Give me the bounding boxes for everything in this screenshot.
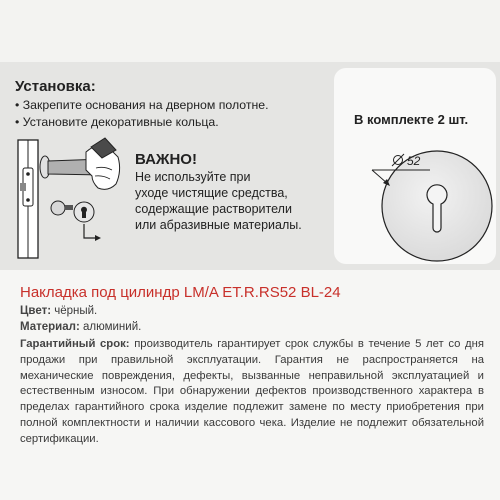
warranty-label: Гарантийный срок: — [20, 338, 130, 350]
diameter-value: 52 — [407, 154, 421, 168]
door-handle-cleaning-icon — [0, 130, 135, 265]
product-title: Накладка под цилиндр LM/A ET.R.RS52 BL-24 — [20, 284, 341, 301]
warning-text-line: Не используйте при — [135, 170, 251, 184]
warranty-text: производитель гарантирует срок службы в течение 5 лет со дня продажи при правильной эксплуатации. Гарантия не распространяется на механические повреждения, дефекты, вызванные неправильной эксплуатацией и естественным износом. При обнаружении дефектов производственного характера в пределах гарантийного срока изделие подлежит замене по месту приобретения при полной комплектности и наличии кассового чека. Изделие не подлежит обязательной сертификации. — [20, 338, 484, 445]
warning-title: ВАЖНО! — [135, 151, 197, 168]
escutcheon-keyhole-icon — [334, 130, 496, 264]
warning-text-line: содержащие растворители — [135, 202, 292, 216]
warranty-paragraph — [20, 337, 484, 448]
material-spec — [20, 320, 141, 335]
color-label: Цвет: — [20, 305, 52, 317]
warning-text-line: или абразивные материалы. — [135, 218, 302, 232]
color-value: чёрный. — [54, 305, 98, 317]
install-step: • Закрепите основания на дверном полотне. — [15, 97, 269, 113]
material-value: алюминий. — [82, 321, 142, 333]
color-spec — [20, 304, 97, 319]
material-label: Материал: — [20, 321, 80, 333]
install-step: • Установите декоративные кольца. — [15, 114, 219, 130]
install-title: Установка: — [15, 78, 96, 95]
rose-plain — [51, 201, 65, 215]
kit-quantity-title: В комплекте 2 шт. — [354, 112, 469, 127]
warning-text-line: уходе чистящие средства, — [135, 186, 288, 200]
